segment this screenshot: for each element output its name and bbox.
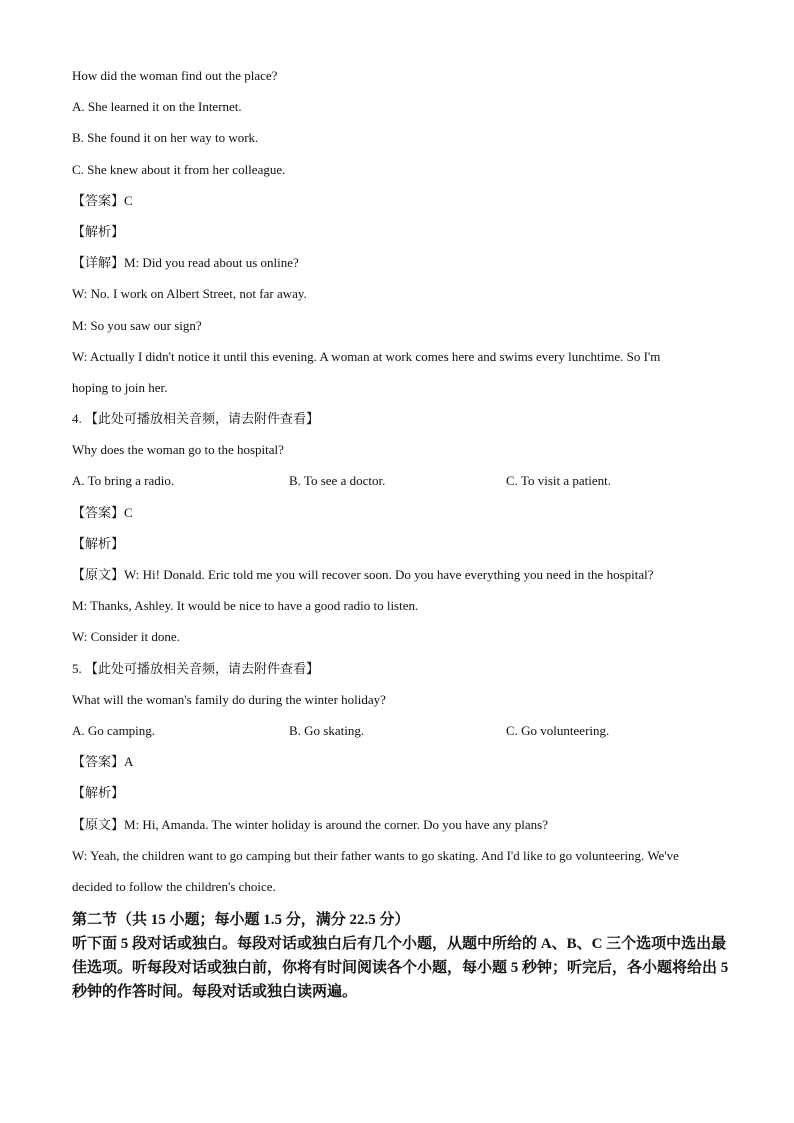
q4-dialogue-line-3: W: Consider it done. bbox=[72, 629, 180, 645]
original-label: 【原文】 bbox=[72, 816, 125, 832]
q5-analysis-label: 【解析】 bbox=[72, 785, 125, 801]
q4-answer-row bbox=[72, 501, 732, 532]
q5-answer: A bbox=[124, 754, 134, 770]
q5-option-b: B. Go skating. bbox=[289, 722, 365, 738]
q4-question: Why does the woman go to the hospital? bbox=[72, 442, 284, 458]
section-title: 第二节（共 15 小题；每小题 1.5 分，满分 22.5 分） bbox=[72, 912, 410, 929]
dialogue-text: M: Hi, Amanda. The winter holiday is around the corner. Do you have any plans? bbox=[124, 816, 548, 832]
dialogue-text: W: Hi! Donald. Eric told me you will recover soon. Do you have everything you need in the hospital? bbox=[124, 567, 654, 582]
answer-label: 【答案】 bbox=[72, 754, 125, 770]
answer-label: 【答案】 bbox=[72, 192, 125, 208]
q5-question: What will the woman's family do during the winter holiday? bbox=[72, 691, 386, 707]
q3-answer: C bbox=[124, 192, 133, 208]
q4-option-c: C. To visit a patient. bbox=[506, 473, 612, 489]
q3-dialogue-line-1 bbox=[72, 251, 732, 282]
answer-label: 【答案】 bbox=[72, 504, 125, 520]
q3-dialogue-line-5: hoping to join her. bbox=[72, 379, 168, 395]
q4-option-a: A. To bring a radio. bbox=[72, 473, 175, 489]
original-label: 【原文】 bbox=[72, 567, 125, 582]
section-instructions: 听下面 5 段对话或独白。每段对话或独白后有几个小题，从题中所给的 A、B、C 三个选项中选出最佳选项。听每段对话或独白前，你将有时间阅读各个小题，每小题 5 秒钟；听完后，各小题将给出 5 秒钟的作答时间。每段对话或独白读两遍。 bbox=[72, 936, 729, 1001]
q4-option-b: B. To see a doctor. bbox=[289, 473, 386, 489]
q5-option-a: A. Go camping. bbox=[72, 722, 156, 738]
q5-dialogue-line-1 bbox=[72, 813, 732, 844]
q3-dialogue-line-2: W: No. I work on Albert Street, not far away. bbox=[72, 286, 307, 302]
q5-options bbox=[72, 719, 732, 750]
q3-option-a: A. She learned it on the Internet. bbox=[72, 99, 242, 115]
detail-label: 【详解】 bbox=[72, 255, 125, 271]
q5-dialogue-line-3: decided to follow the children's choice. bbox=[72, 878, 276, 894]
q5-option-c: C. Go volunteering. bbox=[506, 722, 610, 738]
q4-dialogue-line-1 bbox=[72, 563, 732, 594]
q3-option-c: C. She knew about it from her colleague. bbox=[72, 161, 286, 177]
q5-answer-row bbox=[72, 750, 732, 781]
q3-answer-row bbox=[72, 189, 732, 220]
q4-analysis-label: 【解析】 bbox=[72, 535, 125, 551]
document-page bbox=[72, 64, 732, 1004]
q3-question: How did the woman find out the place? bbox=[72, 68, 278, 83]
q3-dialogue-line-4: W: Actually I didn't notice it until this evening. A woman at work comes here and swims every lunchtime. So I'm bbox=[72, 348, 661, 364]
q4-options bbox=[72, 469, 732, 500]
q4-header: 4. 【此处可播放相关音频，请去附件查看】 bbox=[72, 411, 320, 427]
q3-option-b: B. She found it on her way to work. bbox=[72, 130, 259, 146]
q4-answer: C bbox=[124, 504, 133, 520]
dialogue-text: M: Did you read about us online? bbox=[124, 255, 299, 271]
q3-analysis-label: 【解析】 bbox=[72, 223, 125, 239]
q5-header: 5. 【此处可播放相关音频，请去附件查看】 bbox=[72, 660, 320, 676]
q5-dialogue-line-2: W: Yeah, the children want to go camping but their father wants to go skating. And I'd like to go volunteering. We've bbox=[72, 847, 679, 863]
q3-dialogue-line-3: M: So you saw our sign? bbox=[72, 317, 202, 333]
q4-dialogue-line-2: M: Thanks, Ashley. It would be nice to have a good radio to listen. bbox=[72, 598, 419, 614]
